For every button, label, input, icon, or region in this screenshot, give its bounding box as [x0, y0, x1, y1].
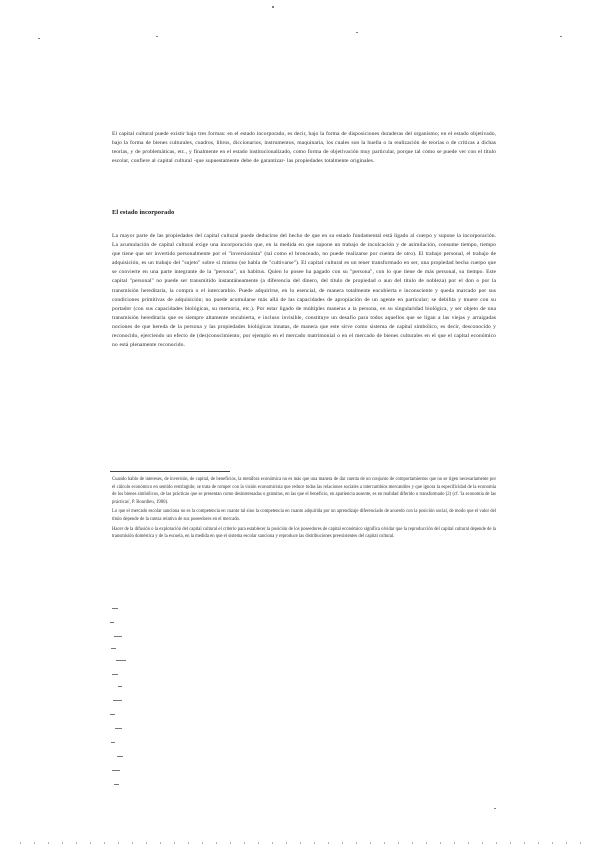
- section-heading: El estado incorporado: [112, 209, 175, 216]
- footnote-1: Cuando hablo de intereses, de inversión, de capital, de beneficios, la metáfora económica no es más que una manera de dar cuenta de un conjunto de comportamientos que no se rigen necesariamente por el cálculo económico en sentido restringido; se trata de romper con la visión economicista que reduce todas las relaciones sociales a intercambios mercantiles y que ignora la especificidad de la economía de los bienes simbólicos, de las prácticas que se presentan como desinteresadas o gratuitas, en las que el beneficio, en apariencia ausente, es en realidad diferido o transformado (2) (cf. 'la economía de las prácticas', P. Bourdieu, 1980).: [112, 477, 496, 505]
- footnote-2: Lo que el mercado escolar sanciona no es la competencia en cuanto tal sino la competencia en cuanto adquirida por un aprendizaje diferenciado de acuerdo con la posición social, de modo que el valor del título depende de la rareza relativa de sus poseedores en el mercado.: [112, 509, 496, 522]
- footnote-3: Hacer de la difusión o la explotación del capital cultural el criterio para establecer la posición de los poseedores de capital económico significa olvidar que la reproducción del capital cultural depende de la transmisión doméstica y de la escuela, en la medida en que el sistema escolar sanciona y reproduce las distribuciones preexistentes del capital cultural.: [112, 526, 496, 540]
- footnote-divider: [110, 471, 230, 472]
- footnotes: [112, 476, 496, 543]
- scan-speck: [272, 6, 274, 8]
- scan-speck: [356, 32, 358, 33]
- scan-noise: [108, 608, 168, 798]
- scan-speck: [38, 38, 40, 39]
- bottom-edge-dots: [0, 842, 603, 844]
- scan-speck: [156, 36, 158, 37]
- scan-speck: [494, 808, 496, 809]
- scan-speck: [560, 36, 562, 37]
- intro-paragraph: El capital cultural puede existir bajo tres formas: en el estado incorporado, es decir, bajo la forma de disposiciones duraderas del organismo; en el estado objetivado, bajo la forma de bienes culturales, cuadros, libros, diccionarios, instrumentos, maquinaria, los cuales son la huella o la realización de teorías o de críticas a dichas teorías, y de problemáticas, etc., y finalmente en el estado institucionalizado, como forma de objetivación muy particular, porque tal como se puede ver con el título escolar, confiere al capital cultural -que supuestamente debe de garantizar- las propiedades totalmente originales.: [112, 130, 496, 165]
- body-paragraph: La mayor parte de las propiedades del capital cultural puede deducirse del hecho de que en su estado fundamental está ligado al cuerpo y supone la incorporación. La acumulación de capital cultural exige una incorporación que, en la medida en que supone un trabajo de inculcación y de asimilación, consume tiempo, tiempo que tiene que ser invertido personalmente por el "inversionista" (tal como el bronceado, no puede realizarse por cuenta de otro). El trabajo personal, el trabajo de adquisición, es un trabajo del "sujeto" sobre sí mismo (se habla de "cultivarse"). El capital cultural es un tener transformado en ser, una propiedad hecha cuerpo que se convierte en una parte integrante de la "persona", un habitus. Quien lo posee ha pagado con su "persona", con lo que tiene de más personal, su tiempo. Este capital "personal" no puede ser transmitido instantáneamente (a diferencia del dinero, del título de propiedad o aun del título de nobleza) por el don o por la transmisión hereditaria, la compra o el intercambio. Puede adquirirse, en lo esencial, de manera totalmente encubierta e inconsciente y queda marcado por sus condiciones primitivas de adquisición; no puede acumularse más allá de las capacidades de apropiación de un agente en particular; se debilita y muere con su portador (con sus capacidades biológicas, su memoria, etc.). Por estar ligado de múltiples maneras a la persona, en su singularidad biológica, y ser objeto de una transmisión hereditaria que es siempre altamente encubierta, e incluso invisible, constituye un desafío para todos aquellos que se ligan a las viejas y arraigadas nociones de que hereda de la persona y las propiedades biológicas innatas, de manera que este sirve como sistema de capital simbólico, es decir, desconocido y reconocido, ejerciendo un efecto de (des)conocimiento, por ejemplo en el mercado matrimonial o en el mercado de bienes culturales en el que el capital económico no está plenamente reconocido.: [112, 232, 496, 349]
